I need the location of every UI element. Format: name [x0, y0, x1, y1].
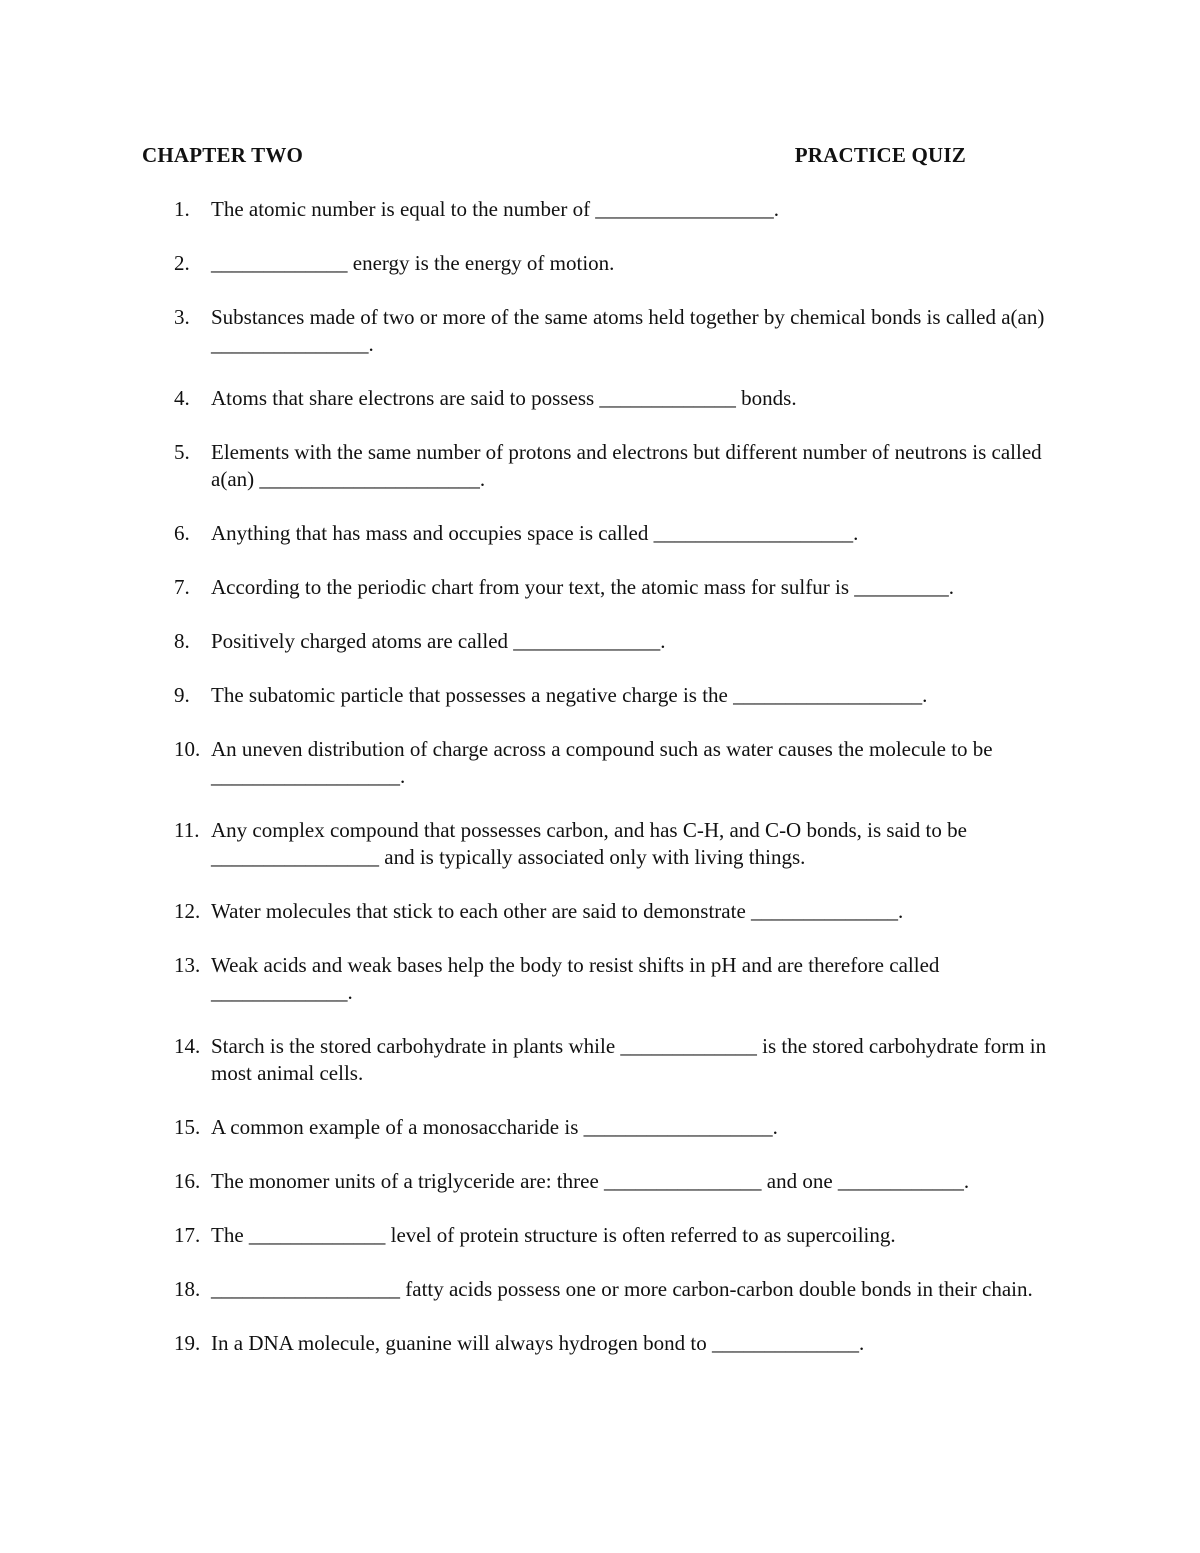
question-text: The atomic number is equal to the number of _________________.	[211, 197, 780, 221]
question-text: A common example of a monosaccharide is __________________.	[211, 1115, 778, 1139]
question-item	[174, 520, 1074, 547]
question-text: Atoms that share electrons are said to possess _____________ bonds.	[211, 386, 797, 410]
question-item	[174, 196, 1074, 223]
question-number: 14.	[174, 1034, 201, 1058]
question-item	[174, 682, 1074, 709]
question-item	[174, 628, 1074, 655]
question-text: Starch is the stored carbohydrate in plants while _____________ is the stored carbohydrate form in most animal cells.	[211, 1034, 1047, 1085]
question-text: Water molecules that stick to each other are said to demonstrate ______________.	[211, 899, 904, 923]
question-number: 13.	[174, 953, 201, 977]
question-text: The subatomic particle that possesses a negative charge is the __________________.	[211, 683, 928, 707]
page-header	[142, 143, 966, 173]
question-item	[174, 1168, 1074, 1195]
question-text: Elements with the same number of protons and electrons but different number of neutrons is called a(an) _____________________.	[211, 440, 1042, 491]
question-number: 3.	[174, 305, 190, 329]
question-number: 19.	[174, 1331, 201, 1355]
question-number: 12.	[174, 899, 201, 923]
question-item	[174, 574, 1074, 601]
question-number: 4.	[174, 386, 190, 410]
question-text: Positively charged atoms are called ______________.	[211, 629, 666, 653]
question-item	[174, 1114, 1074, 1141]
question-item	[174, 1276, 1074, 1303]
question-item	[174, 1330, 1074, 1357]
question-number: 7.	[174, 575, 190, 599]
question-text: The monomer units of a triglyceride are: three _______________ and one ____________.	[211, 1169, 970, 1193]
question-item	[174, 385, 1074, 412]
question-item	[174, 304, 1074, 358]
question-number: 6.	[174, 521, 190, 545]
question-number: 9.	[174, 683, 190, 707]
question-number: 11.	[174, 818, 200, 842]
question-item	[174, 1222, 1074, 1249]
question-number: 8.	[174, 629, 190, 653]
quiz-title: PRACTICE QUIZ	[794, 143, 966, 167]
question-number: 18.	[174, 1277, 201, 1301]
question-text: An uneven distribution of charge across a compound such as water causes the molecule to be __________________.	[211, 737, 993, 788]
question-number: 17.	[174, 1223, 201, 1247]
question-text: Anything that has mass and occupies space is called ___________________.	[211, 521, 859, 545]
question-item	[174, 736, 1074, 790]
question-number: 16.	[174, 1169, 201, 1193]
question-text: In a DNA molecule, guanine will always hydrogen bond to ______________.	[211, 1331, 865, 1355]
question-number: 2.	[174, 251, 190, 275]
question-list	[174, 196, 1074, 1384]
question-item	[174, 1033, 1074, 1087]
question-number: 15.	[174, 1115, 201, 1139]
question-text: Weak acids and weak bases help the body to resist shifts in pH and are therefore called _____________.	[211, 953, 940, 1004]
question-number: 10.	[174, 737, 201, 761]
question-text: The _____________ level of protein structure is often referred to as supercoiling.	[211, 1223, 896, 1247]
question-number: 5.	[174, 440, 190, 464]
question-text: __________________ fatty acids possess one or more carbon-carbon double bonds in their chain.	[211, 1277, 1033, 1301]
question-item	[174, 952, 1074, 1006]
question-text: Substances made of two or more of the same atoms held together by chemical bonds is called a(an) _______________.	[211, 305, 1045, 356]
question-item	[174, 817, 1074, 871]
question-text: According to the periodic chart from your text, the atomic mass for sulfur is _________.	[211, 575, 954, 599]
question-item	[174, 250, 1074, 277]
question-number: 1.	[174, 197, 190, 221]
question-text: Any complex compound that possesses carbon, and has C-H, and C-O bonds, is said to be ________________ and is typically associated only with living things.	[211, 818, 967, 869]
question-item	[174, 439, 1074, 493]
question-text: _____________ energy is the energy of motion.	[211, 251, 615, 275]
question-item	[174, 898, 1074, 925]
chapter-title: CHAPTER TWO	[142, 143, 304, 167]
